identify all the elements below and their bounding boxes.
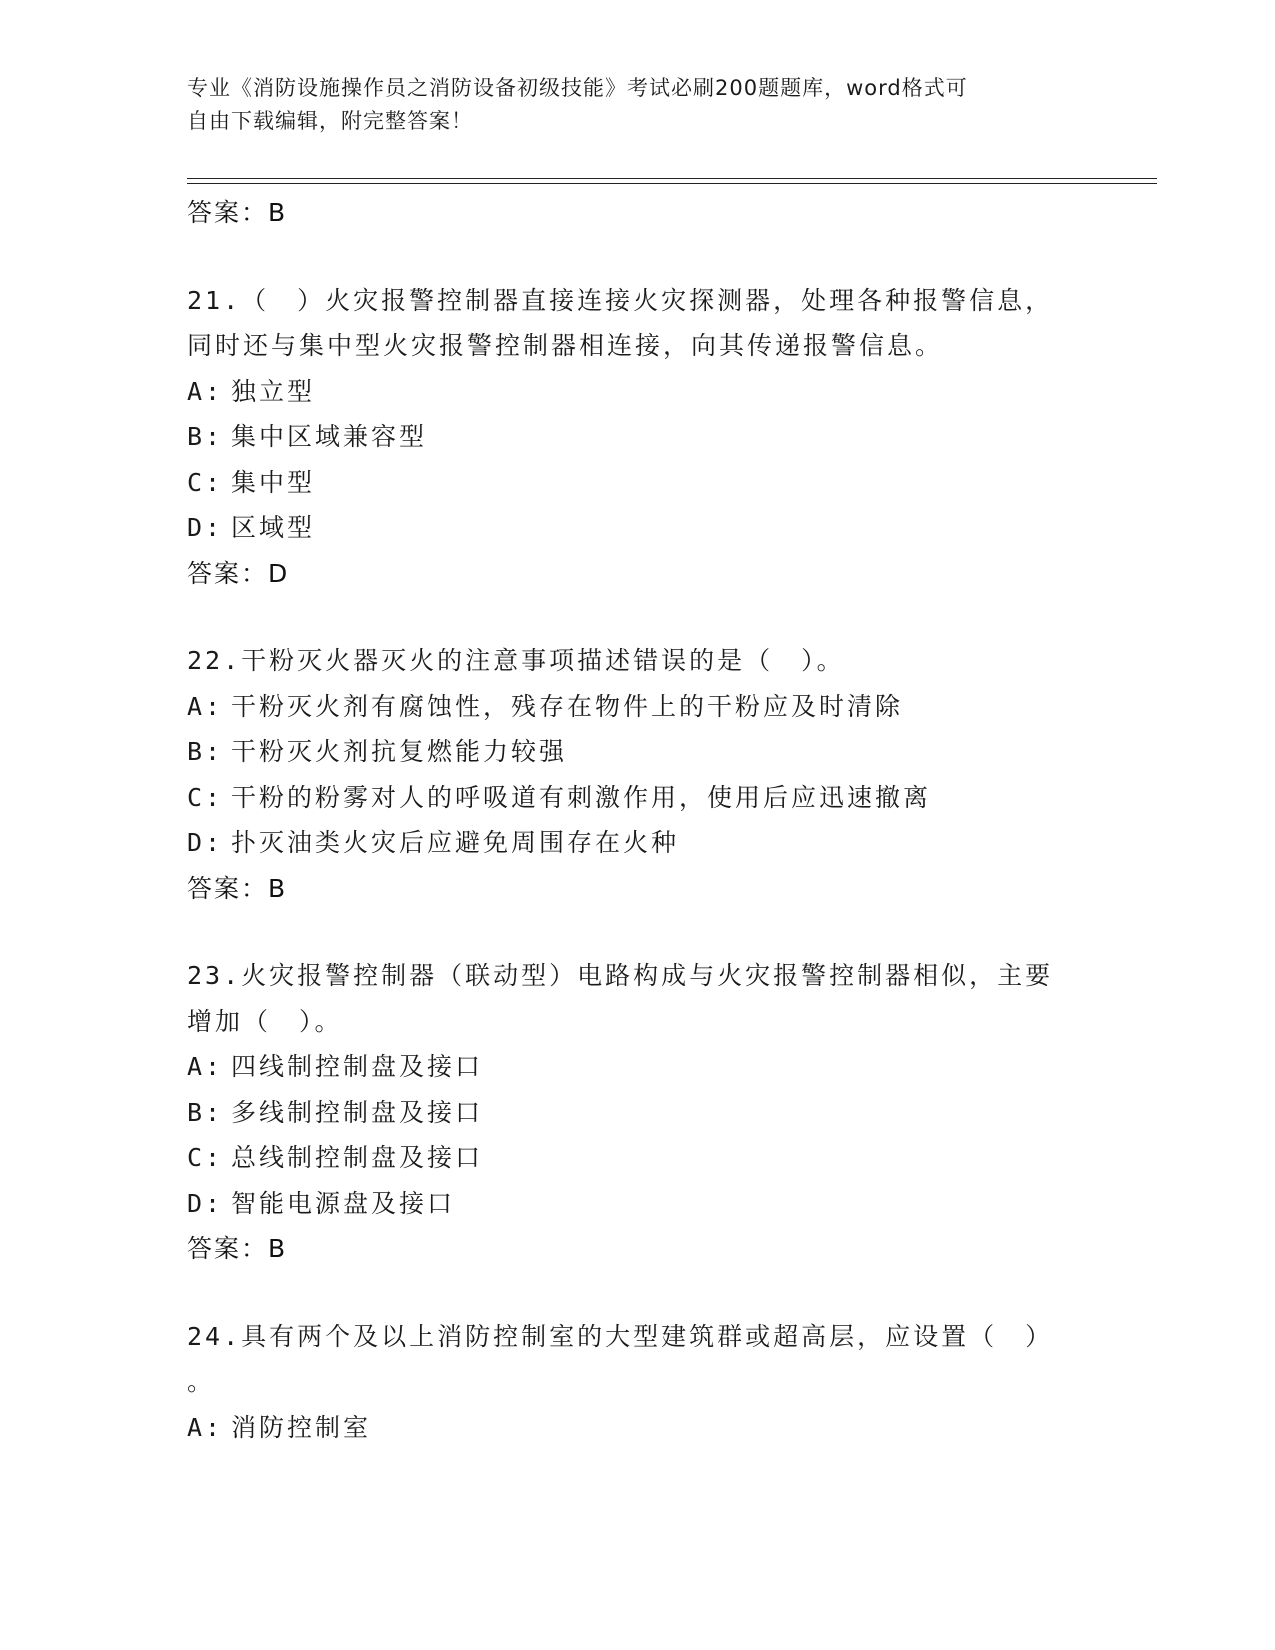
question-text	[187, 638, 1067, 684]
option-text: 智能电源盘及接口	[231, 1188, 456, 1218]
option-a	[187, 1044, 1087, 1090]
answer-line: 答案：B	[187, 873, 288, 903]
header-line-1: 专业《消防设施操作员之消防设备初级技能》考试必刷200题题库，word格式可	[187, 76, 968, 100]
spacer	[187, 1272, 1087, 1314]
option-text: 干粉灭火剂抗复燃能力较强	[231, 737, 568, 766]
option-c	[187, 460, 1087, 506]
option-c	[187, 1135, 1087, 1181]
question-block	[187, 953, 1087, 1272]
option-text: 集中型	[231, 467, 316, 497]
option-key: D:	[187, 1188, 224, 1218]
option-b	[187, 729, 1087, 775]
question-text-line: 增加（ ）。	[187, 1006, 343, 1036]
option-d	[187, 820, 1087, 866]
option-key: A:	[187, 376, 224, 406]
question-block	[187, 638, 1087, 911]
question-text-line: 22.干粉灭火器灭火的注意事项描述错误的是（ ）。	[187, 646, 845, 675]
question-text-line: 21.（ ）火灾报警控制器直接连接火灾探测器，处理各种报警信息，	[187, 285, 1054, 315]
question-text-line: 23.火灾报警控制器（联动型）电路构成与火灾报警控制器相似，主要	[187, 961, 1054, 990]
option-text: 消防控制室	[231, 1412, 372, 1442]
option-a	[187, 1405, 1087, 1451]
option-key: A:	[187, 1052, 224, 1081]
answer-line: 答案：D	[187, 558, 290, 588]
option-key: C:	[187, 467, 224, 497]
option-b	[187, 414, 1087, 460]
option-key: D:	[187, 513, 224, 542]
question-text	[187, 1314, 1067, 1405]
option-text: 总线制控制盘及接口	[231, 1143, 484, 1172]
answer-line: 答案：B	[187, 1234, 288, 1263]
spacer	[187, 596, 1087, 638]
option-text: 扑灭油类火灾后应避免周围存在火种	[231, 828, 680, 857]
option-text: 干粉的粉雾对人的呼吸道有刺激作用，使用后应迅速撤离	[231, 782, 932, 812]
option-text: 四线制控制盘及接口	[231, 1052, 484, 1081]
question-block	[187, 278, 1087, 597]
document-header	[187, 72, 1067, 138]
option-key: B:	[187, 1097, 224, 1127]
option-text: 多线制控制盘及接口	[231, 1097, 484, 1127]
option-key: D:	[187, 828, 224, 857]
option-text: 干粉灭火剂有腐蚀性，残存在物件上的干粉应及时清除	[231, 691, 904, 721]
header-line-2: 自由下载编辑，附完整答案！	[187, 109, 473, 133]
option-d	[187, 505, 1087, 551]
question-list	[187, 190, 1087, 1450]
spacer	[187, 911, 1087, 953]
question-text	[187, 953, 1067, 1044]
option-d	[187, 1181, 1087, 1227]
question-text-line: 。	[187, 1367, 216, 1396]
question-text	[187, 278, 1067, 369]
option-key: A:	[187, 1412, 224, 1442]
option-key: A:	[187, 691, 224, 721]
option-key: C:	[187, 782, 224, 812]
option-b	[187, 1090, 1087, 1136]
option-text: 独立型	[231, 376, 316, 406]
option-a	[187, 684, 1087, 730]
header-divider-bottom	[187, 183, 1157, 184]
header-divider-top	[187, 178, 1157, 179]
question-text-line: 24.具有两个及以上消防控制室的大型建筑群或超高层，应设置（ ）	[187, 1321, 1054, 1351]
question-text-line: 同时还与集中型火灾报警控制器相连接，向其传递报警信息。	[187, 331, 944, 360]
option-key: C:	[187, 1143, 224, 1172]
spacer	[187, 236, 1087, 278]
option-key: B:	[187, 737, 224, 766]
option-text: 区域型	[231, 513, 316, 542]
answer-line: 答案：B	[187, 198, 288, 227]
option-c	[187, 775, 1087, 821]
option-a	[187, 369, 1087, 415]
question-block	[187, 1314, 1087, 1451]
option-key: B:	[187, 422, 224, 451]
option-text: 集中区域兼容型	[231, 422, 428, 451]
